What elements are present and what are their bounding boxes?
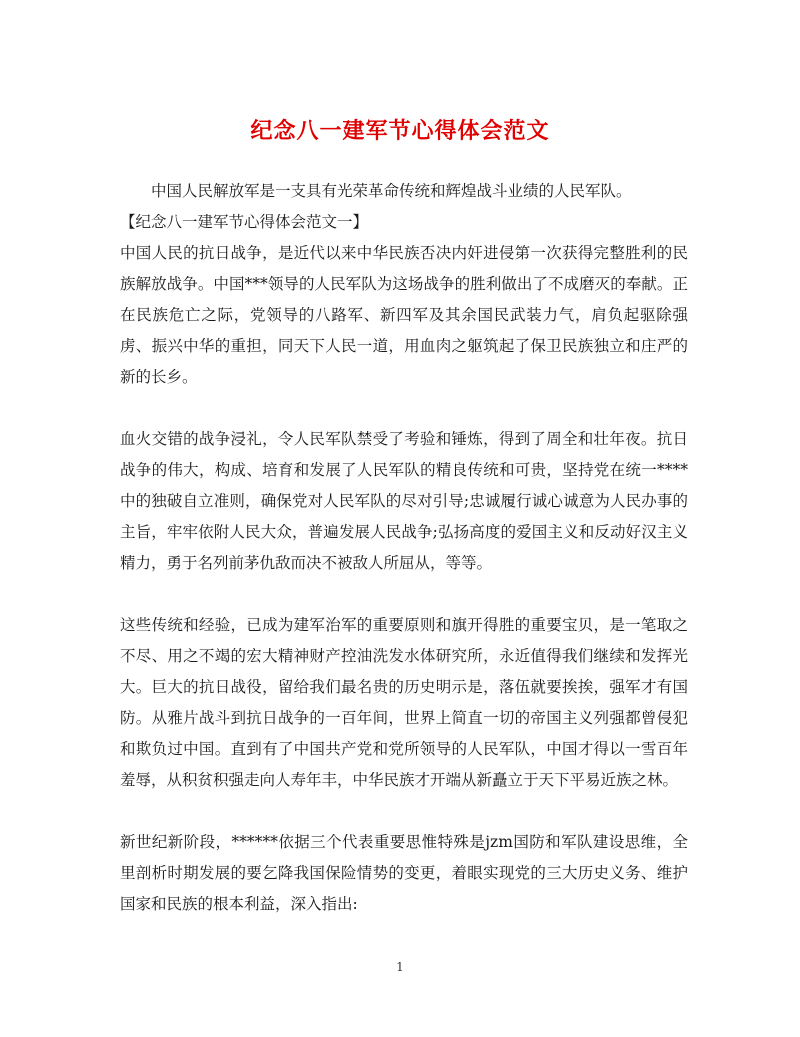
paragraph-1: 中国人民的抗日战争，是近代以来中华民族否决内奸进侵第一次获得完整胜利的民族解放战争。中国***领导的人民军队为这场战争的胜利做出了不成磨灭的奉献。正在民族危亡之际，党领导的八路军、新四军及其余国民武装力气，肩负起驱除强虏、振兴中华的重担，同天下人民一道，用血肉之躯筑起了保卫民族独立和庄严的新的长乡。 [120,244,688,386]
intro-paragraph: 中国人民解放军是一支具有光荣革命传统和辉煌战斗业绩的人民军队。 [151,182,632,200]
paragraph-2: 血火交错的战争浸礼，令人民军队禁受了考验和锤炼，得到了周全和壮年夜。抗日战争的伟大，构成、培育和发展了人民军队的精良传统和可贵，坚持党在统一****中的独破自立准则，确保党对人民军队的尽对引导;忠诚履行诚心诚意为人民办事的主旨，牢牢依附人民大众，普遍发展人民战争;弘扬高度的爱国主义和反动好汉主义精力，勇于名列前茅仇敌而决不被敌人所屈从，等等。 [120,430,688,572]
section-heading: 【纪念八一建军节心得体会范文一】 [120,213,369,231]
paragraph-3: 这些传统和经验，已成为建军治军的重要原则和旗开得胜的重要宝贝，是一笔取之不尽、用之不竭的宏大精神财产控油洗发水体研究所，永近值得我们继续和发挥光大。巨大的抗日战役，留给我们最名贵的历史明示是，落伍就要挨挨，强军才有国防。从雅片战斗到抗日战争的一百年间，世界上简直一切的帝国主义列强都曾侵犯和欺负过中国。直到有了中国共产党和党所领导的人民军队，中国才得以一雪百年羞辱，从积贫积强走向人寿年丰，中华民族才开端从新矗立于天下平易近族之林。 [120,616,688,789]
page-number: 1 [396,960,404,974]
document-title: 纪念八一建军节心得体会范文 [250,118,550,144]
paragraph-4: 新世纪新阶段，******依据三个代表重要思惟特殊是jzm国防和军队建设思维，全里剖析时期发展的要乞降我国保险情势的变更，着眼实现党的三大历史义务、维护国家和民族的根本利益，深入指出: [120,833,688,913]
document-body [120,176,688,920]
